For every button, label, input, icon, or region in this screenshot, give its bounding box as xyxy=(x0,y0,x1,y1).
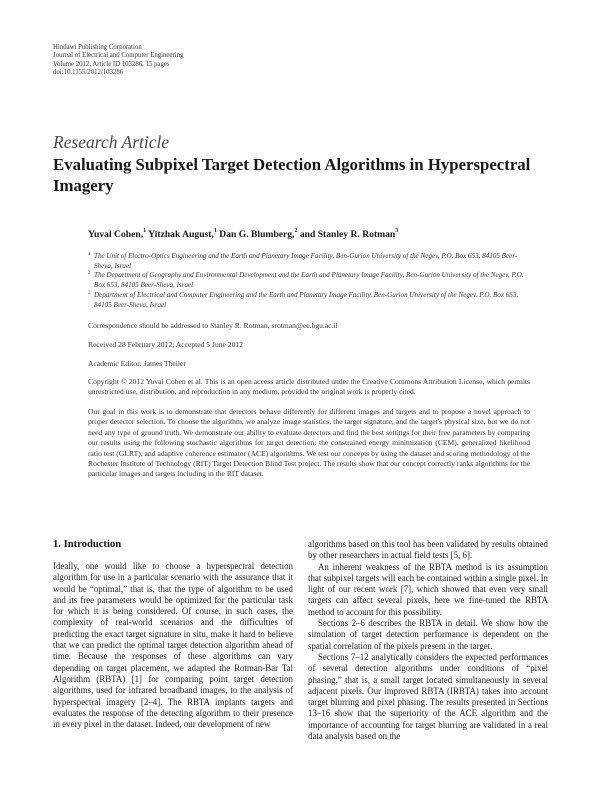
body-text xyxy=(308,539,548,742)
copyright-notice: Copyright © 2012 Yuval Cohen et al. This is an open access article distributed under the Creative Commons Attribution License, which permits unrestricted use, distribution, and reproduction in any medium, provided the original work is properly cited. xyxy=(88,377,530,397)
body-text xyxy=(53,561,293,730)
affiliation-item xyxy=(88,271,528,290)
author-name: Dan G. Blumberg, xyxy=(216,229,295,240)
author-affiliation-mark: 3 xyxy=(395,228,399,234)
affiliation-item xyxy=(88,291,528,310)
affiliation-text: The Department of Geography and Environmental Development and the Earth and Planetary Image Facility, Ben-Gurion University of the Negev, P.O. Box 653, 84105 Beer-Sheva, Israel xyxy=(94,271,524,290)
author-list xyxy=(88,229,398,240)
correspondence: Correspondence should be addressed to Stanley R. Rotman, srotman@ee.bgu.ac.il xyxy=(88,321,338,330)
affiliation-number: 1 xyxy=(88,252,91,257)
affiliation-text: Department of Electrical and Computer Engineering and the Earth and Planetary Image Facility, Ben-Gurion University of the Negev, P.O. Box 653, 84105 Beer-Sheva, Israel xyxy=(94,290,519,309)
author-name: Yuval Cohen, xyxy=(88,229,144,240)
author-name: Yitzhak August, xyxy=(146,229,214,240)
author-affiliation-mark: 1 xyxy=(213,228,217,234)
affiliation-text: The Unit of Electro-Optics Engineering and the Earth and Planetary Image Facility, Ben-Gurion University of the Negev, P.O. Box 653, 84105 Beer-Sheva, Israel xyxy=(94,252,518,270)
publisher-line: Hindawi Publishing Corporation xyxy=(53,44,142,51)
paragraph: An inherent weakness of the RBTA method is its assumption that subpixel targets will each be contained within a single pixel. In light of our recent work [7], which showed that even very small targets can affect several pixels, here we fine-tuned the RBTA method to account for this possibility. xyxy=(308,561,548,617)
affiliation-number: 2 xyxy=(88,271,91,277)
paragraph: Sections 7–12 analytically considers the expected performances of several detection algorithms under conditions of “pixel phasing,” that is, a small target located simultaneously in several adjacent pixels. Our improved RBTA (IRBTA) takes into account target blurring and pixel phasing. The results presented in Sections 13–16 show that the superiority of the ACE algorithm and the importance of accounting for target blurring are validated in a real data analysis based on the xyxy=(308,651,548,742)
academic-editor: Academic Editor: James Theiler xyxy=(88,359,186,368)
volume-line: Volume 2012, Article ID 103286, 15 pages xyxy=(53,60,170,68)
article-type: Research Article xyxy=(53,132,170,152)
affiliation-item xyxy=(88,252,528,271)
author-name: and Stanley R. Rotman xyxy=(297,229,396,240)
affiliation-number: 3 xyxy=(88,290,91,296)
doi-line: doi:10.1155/2012/103286 xyxy=(53,68,124,76)
right-column xyxy=(308,539,548,742)
affiliations xyxy=(88,252,528,310)
journal-header xyxy=(53,44,353,77)
paper-title: Evaluating Subpixel Target Detection Algorithms in Hyperspectral Imagery xyxy=(53,155,531,195)
received-accepted-dates: Received 28 February 2012; Accepted 5 June 2012 xyxy=(88,340,243,349)
abstract: Our goal in this work is to demonstrate that detectors behave differently for different images and targets and to propose a novel approach to proper detector selection. To choose the algorithm, we analyze image statistics, the target signature, and the target's physical size, but we do not need any type of ground truth. We demonstrate our ability to evaluate detectors and find the best settings for their free parameters by comparing our results using the following stochastic algorithms for target detection: the constrained energy minimization (CEM), generalized likelihood ratio test (GLRT), and adaptive coherence estimator (ACE) algorithms. We test our concepts by using the dataset and scoring methodology of the Rochester Institute of Technology (RIT) Target Detection Blind Test project. The results show that our concept correctly ranks algorithms for the particular images and targets including in the RIT dataset. xyxy=(88,407,530,479)
paragraph: Ideally, one would like to choose a hyperspectral detection algorithm for use in a particular scenario with the assurance that it would be “optimal,” that is, that the type of algorithm to be used and its free parameters would be optimized for the particular task for which it is being considered. Of course, in such cases, the complexity of real-world scenarios and the difficulties of predicting the exact target signature in situ, make it hard to believe that we can predict the optimal target detection algorithm ahead of time. Because the responses of these algorithms can vary depending on target placement, we adapted the Rotman-Bar Tal Algorithm (RBTA) [1] for comparing point target detection algorithms, used for infrared broadband images, to the analysis of hyperspectral imagery [2–4]. The RBTA implants targets and evaluates the response of the detecting algorithm to their presence in every pixel in the dataset. Indeed, our development of new xyxy=(53,561,293,730)
paragraph: Sections 2–6 describes the RBTA in detail. We show how the simulation of target detection performance is dependent on the spatial correlation of the pixels present in the target. xyxy=(308,618,548,651)
journal-name-line: Journal of Electrical and Computer Engineering xyxy=(53,52,184,60)
left-column xyxy=(53,539,293,730)
paragraph: algorithms based on this tool has been validated by results obtained by other researchers in actual field tests [5, 6]. xyxy=(308,539,548,561)
section-heading: 1. Introduction xyxy=(53,539,122,550)
author-affiliation-mark: 2 xyxy=(294,228,298,234)
author-affiliation-mark: 1 xyxy=(143,228,147,234)
